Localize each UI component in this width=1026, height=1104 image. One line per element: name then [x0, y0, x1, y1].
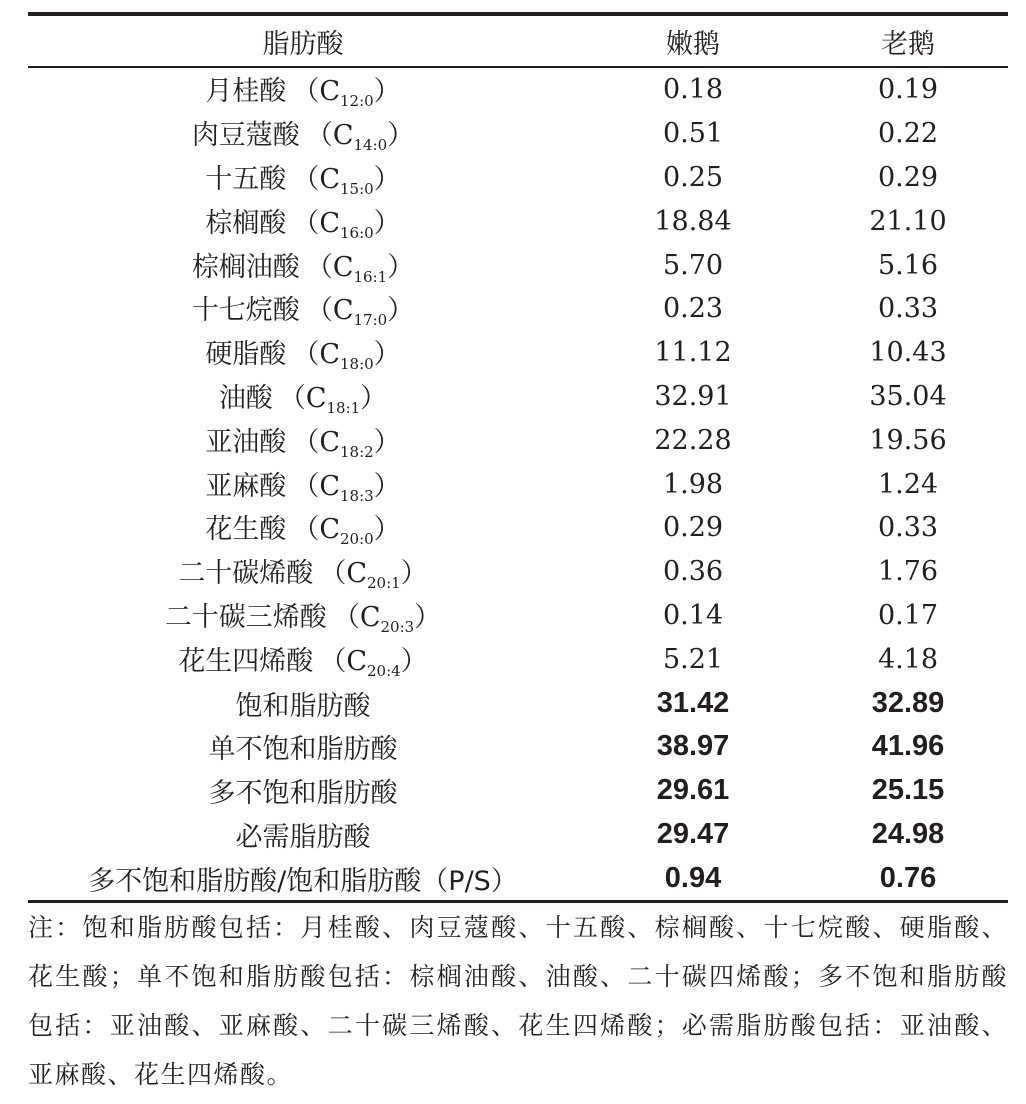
fatty-acid-name: 花生酸: [205, 514, 287, 546]
paren-close: ）: [373, 339, 401, 371]
paren-close: ）: [400, 558, 428, 590]
carbon-subscript: 14:0: [353, 136, 388, 155]
paren-open: （: [292, 514, 320, 546]
carbon-formula: [319, 470, 374, 505]
fatty-acid-cell: [28, 506, 578, 550]
carbon-subscript: 15:0: [339, 179, 374, 198]
carbon-formula: [332, 295, 388, 330]
young-goose-value: 32.91: [654, 380, 732, 412]
paren-close: ）: [387, 295, 415, 327]
fatty-acid-name: 花生四烯酸: [178, 645, 314, 677]
young-goose-value: 5.21: [662, 643, 724, 675]
fatty-acid-cell: [28, 637, 578, 681]
carbon-subscript: 20:0: [339, 530, 374, 549]
carbon-formula: [359, 601, 415, 636]
header-young-goose: 嫩鹅: [666, 28, 720, 60]
fatty-acid-name: 棕榈油酸: [191, 251, 300, 283]
fatty-acid-cell: [28, 594, 578, 638]
paren-close: ）: [373, 163, 401, 195]
old-goose-value: 10.43: [869, 337, 947, 369]
summary-name: 多不饱和脂肪酸: [208, 778, 398, 810]
table-row: [28, 156, 1008, 200]
table-row: [28, 199, 1008, 243]
carbon-letter: C: [346, 558, 367, 590]
old-goose-value: 0.33: [877, 293, 939, 325]
table-row: [28, 550, 1008, 594]
paren-close: ）: [373, 207, 401, 239]
table-row: [28, 375, 1008, 419]
paren-open: （: [319, 645, 347, 677]
table-row: [28, 637, 1008, 681]
summary-row: [28, 769, 1008, 813]
paren-open: （: [278, 382, 306, 414]
carbon-formula: [319, 514, 374, 549]
carbon-letter: C: [346, 645, 367, 677]
paren-close: ）: [373, 514, 401, 546]
young-goose-value: 0.25: [662, 161, 724, 193]
carbon-formula: [319, 163, 374, 198]
table-row: [28, 418, 1008, 462]
young-goose-value: 18.84: [654, 205, 732, 237]
summary-name: 饱和脂肪酸: [235, 690, 371, 722]
fatty-acid-name: 二十碳三烯酸: [164, 601, 327, 633]
fatty-acid-cell: [28, 331, 578, 375]
carbon-letter: C: [332, 120, 354, 152]
paren-close: ）: [400, 645, 428, 677]
old-goose-value: 5.16: [877, 249, 939, 281]
carbon-subscript: 16:1: [353, 267, 388, 286]
carbon-letter: C: [319, 207, 340, 239]
carbon-letter: C: [359, 601, 381, 633]
carbon-subscript: 18:3: [339, 486, 374, 505]
paren-open: （: [305, 120, 333, 152]
paren-open: （: [332, 601, 360, 633]
carbon-letter: C: [319, 426, 340, 458]
table-row: [28, 287, 1008, 331]
old-goose-value: 0.33: [877, 512, 939, 544]
young-goose-value: 0.29: [662, 512, 724, 544]
young-goose-value: 11.12: [654, 337, 732, 369]
fatty-acid-name: 十七烷酸: [191, 295, 300, 327]
old-goose-value: 21.10: [869, 205, 947, 237]
summary-name: 单不饱和脂肪酸: [208, 734, 398, 766]
summary-row: [28, 725, 1008, 769]
young-goose-value: 0.23: [662, 293, 724, 325]
carbon-letter: C: [305, 382, 327, 414]
paren-open: （: [292, 339, 320, 371]
table-header: [28, 14, 1008, 67]
old-goose-value: 0.19: [877, 74, 939, 106]
young-goose-value: 0.14: [662, 599, 724, 631]
fatty-acid-table: [28, 12, 1008, 903]
table-row: [28, 462, 1008, 506]
carbon-formula: [346, 645, 401, 680]
summary-name: 多不饱和脂肪酸/饱和脂肪酸（P/S）: [88, 865, 518, 897]
carbon-letter: C: [332, 251, 354, 283]
table-row: [28, 331, 1008, 375]
summary-row: [28, 813, 1008, 857]
young-goose-value: 0.51: [662, 118, 724, 150]
paren-open: （: [292, 207, 320, 239]
carbon-letter: C: [319, 514, 340, 546]
carbon-subscript: 20:3: [380, 617, 415, 636]
carbon-formula: [305, 382, 361, 417]
summary-row: [28, 856, 1008, 901]
paren-close: ）: [373, 470, 401, 502]
paren-open: （: [292, 76, 320, 108]
summary-name: 必需脂肪酸: [235, 821, 371, 853]
fatty-acid-cell: [28, 67, 578, 112]
paren-open: （: [305, 251, 333, 283]
paren-close: ）: [373, 426, 401, 458]
paren-open: （: [305, 295, 333, 327]
young-goose-summary-value: 31.42: [656, 686, 730, 719]
old-goose-summary-value: 25.15: [871, 774, 945, 807]
table-row: [28, 506, 1008, 550]
old-goose-value: 0.22: [877, 118, 939, 150]
young-goose-value: 1.98: [662, 468, 724, 500]
fatty-acid-cell: [28, 462, 578, 506]
young-goose-summary-value: 0.94: [664, 861, 722, 894]
carbon-subscript: 16:0: [339, 223, 374, 242]
old-goose-value: 35.04: [869, 380, 947, 412]
carbon-subscript: 20:1: [366, 574, 401, 593]
fatty-acid-name: 棕榈酸: [205, 207, 287, 239]
young-goose-value: 0.36: [662, 556, 724, 588]
fatty-acid-name: 亚麻酸: [205, 470, 287, 502]
fatty-acid-cell: [28, 156, 578, 200]
old-goose-summary-value: 41.96: [871, 730, 945, 763]
fatty-acid-name: 亚油酸: [205, 426, 287, 458]
carbon-letter: C: [319, 76, 340, 108]
fatty-acid-cell: [28, 243, 578, 287]
fatty-acid-name: 硬脂酸: [205, 339, 287, 371]
carbon-subscript: 17:0: [353, 311, 388, 330]
old-goose-value: 0.29: [877, 161, 939, 193]
old-goose-value: 4.18: [877, 643, 939, 675]
old-goose-value: 1.24: [877, 468, 939, 500]
carbon-formula: [332, 120, 388, 155]
carbon-letter: C: [319, 163, 340, 195]
old-goose-value: 1.76: [877, 556, 939, 588]
young-goose-summary-value: 29.61: [656, 774, 730, 807]
young-goose-summary-value: 38.97: [656, 730, 730, 763]
fatty-acid-name: 肉豆蔻酸: [191, 120, 300, 152]
old-goose-summary-value: 24.98: [871, 817, 945, 850]
table-row: [28, 243, 1008, 287]
paren-close: ）: [373, 76, 401, 108]
old-goose-value: 0.17: [877, 599, 939, 631]
carbon-subscript: 18:0: [339, 355, 374, 374]
summary-row: [28, 681, 1008, 725]
young-goose-value: 0.18: [662, 74, 724, 106]
carbon-letter: C: [319, 339, 340, 371]
carbon-letter: C: [332, 295, 354, 327]
paren-close: ）: [414, 601, 442, 633]
header-row: [28, 14, 1008, 67]
paren-close: ）: [387, 120, 415, 152]
fatty-acid-cell: [28, 112, 578, 156]
paren-close: ）: [360, 382, 388, 414]
carbon-formula: [319, 426, 374, 461]
table-body: [28, 67, 1008, 902]
table-row: [28, 112, 1008, 156]
carbon-formula: [319, 207, 374, 242]
young-goose-value: 5.70: [662, 249, 724, 281]
carbon-subscript: 20:4: [366, 661, 401, 680]
fatty-acid-cell: [28, 550, 578, 594]
young-goose-summary-value: 29.47: [656, 817, 730, 850]
carbon-formula: [319, 76, 374, 111]
carbon-subscript: 18:1: [326, 398, 361, 417]
carbon-formula: [332, 251, 388, 286]
carbon-formula: [319, 339, 374, 374]
fatty-acid-name: 月桂酸: [205, 76, 287, 108]
fatty-acid-cell: [28, 199, 578, 243]
young-goose-value: 22.28: [654, 424, 732, 456]
carbon-subscript: 12:0: [339, 92, 374, 111]
fatty-acid-cell: [28, 418, 578, 462]
carbon-letter: C: [319, 470, 340, 502]
old-goose-summary-value: 32.89: [871, 686, 945, 719]
table-row: [28, 67, 1008, 112]
fatty-acid-table-container: [28, 12, 1008, 903]
table-footnote: 注：饱和脂肪酸包括：月桂酸、肉豆蔻酸、十五酸、棕榈酸、十七烷酸、硬脂酸、花生酸；单不饱和脂肪酸包括：棕榈油酸、油酸、二十碳四烯酸；多不饱和脂肪酸包括：亚油酸、亚麻酸、二十碳三烯酸、花生四烯酸；必需脂肪酸包括：亚油酸、亚麻酸、花生四烯酸。: [28, 913, 1008, 1089]
fatty-acid-cell: [28, 375, 578, 419]
carbon-subscript: 18:2: [339, 442, 374, 461]
paren-close: ）: [387, 251, 415, 283]
old-goose-summary-value: 0.76: [879, 861, 937, 894]
header-fatty-acid: 脂肪酸: [262, 28, 344, 60]
paren-open: （: [319, 558, 347, 590]
table-row: [28, 594, 1008, 638]
carbon-formula: [346, 558, 401, 593]
fatty-acid-name: 十五酸: [205, 163, 287, 195]
paren-open: （: [292, 163, 320, 195]
paren-open: （: [292, 426, 320, 458]
header-old-goose: 老鹅: [881, 28, 935, 60]
fatty-acid-name: 二十碳烯酸: [178, 558, 314, 590]
fatty-acid-cell: [28, 287, 578, 331]
old-goose-value: 19.56: [869, 424, 947, 456]
fatty-acid-name: 油酸: [218, 382, 273, 414]
paren-open: （: [292, 470, 320, 502]
